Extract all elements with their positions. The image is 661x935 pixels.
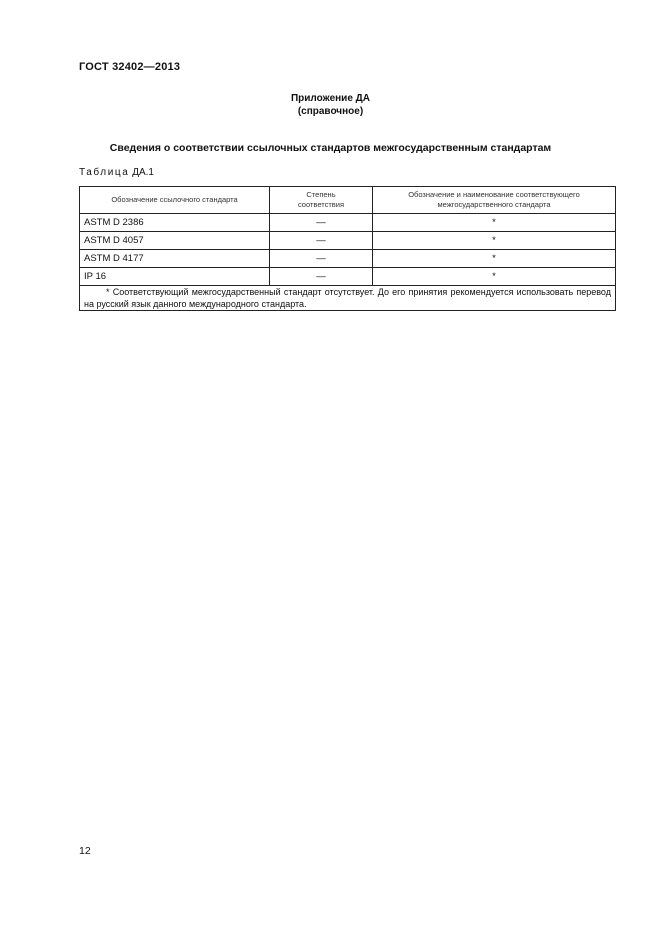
cell-standard: IP 16 — [80, 268, 270, 286]
cell-standard: ASTM D 4177 — [80, 250, 270, 268]
header-interstate-line2: межгосударственного стандарта — [437, 200, 551, 209]
table-row — [80, 250, 616, 268]
document-code: ГОСТ 32402—2013 — [79, 61, 181, 73]
cell-interstate: * — [373, 268, 616, 286]
table-header-row — [80, 187, 616, 214]
appendix-heading — [0, 92, 661, 118]
cell-interstate: * — [373, 250, 616, 268]
table-caption-number: ДА.1 — [132, 167, 154, 178]
cell-interstate: * — [373, 214, 616, 232]
reference-standards-table — [79, 186, 616, 311]
cell-degree: — — [270, 232, 373, 250]
table-caption — [79, 167, 154, 178]
cell-interstate: * — [373, 232, 616, 250]
table-row — [80, 214, 616, 232]
table-row — [80, 232, 616, 250]
header-degree-of-conformity — [270, 187, 373, 214]
header-interstate-standard — [373, 187, 616, 214]
cell-standard: ASTM D 2386 — [80, 214, 270, 232]
cell-degree: — — [270, 214, 373, 232]
cell-standard: ASTM D 4057 — [80, 232, 270, 250]
table-row — [80, 268, 616, 286]
appendix-subtitle: (справочное) — [297, 106, 364, 117]
page-number: 12 — [79, 845, 91, 857]
table-caption-word: Таблица — [79, 167, 130, 178]
table-footnote: * Соответствующий межгосударственный стандарт отсутствует. До его принятия рекомендуется использовать перевод на русский язык данного международного стандарта. — [80, 286, 616, 311]
table-footnote-row — [80, 286, 616, 311]
header-degree-line2: соответствия — [297, 200, 345, 209]
header-reference-standard: Обозначение ссылочного стандарта — [80, 187, 270, 214]
header-degree-line1: Степень — [306, 190, 336, 199]
appendix-title: Приложение ДА — [290, 93, 371, 104]
cell-degree: — — [270, 250, 373, 268]
header-interstate-line1: Обозначение и наименование соответствующего — [408, 190, 580, 199]
cell-degree: — — [270, 268, 373, 286]
section-title: Сведения о соответствии ссылочных стандартов межгосударственным стандартам — [109, 142, 552, 154]
